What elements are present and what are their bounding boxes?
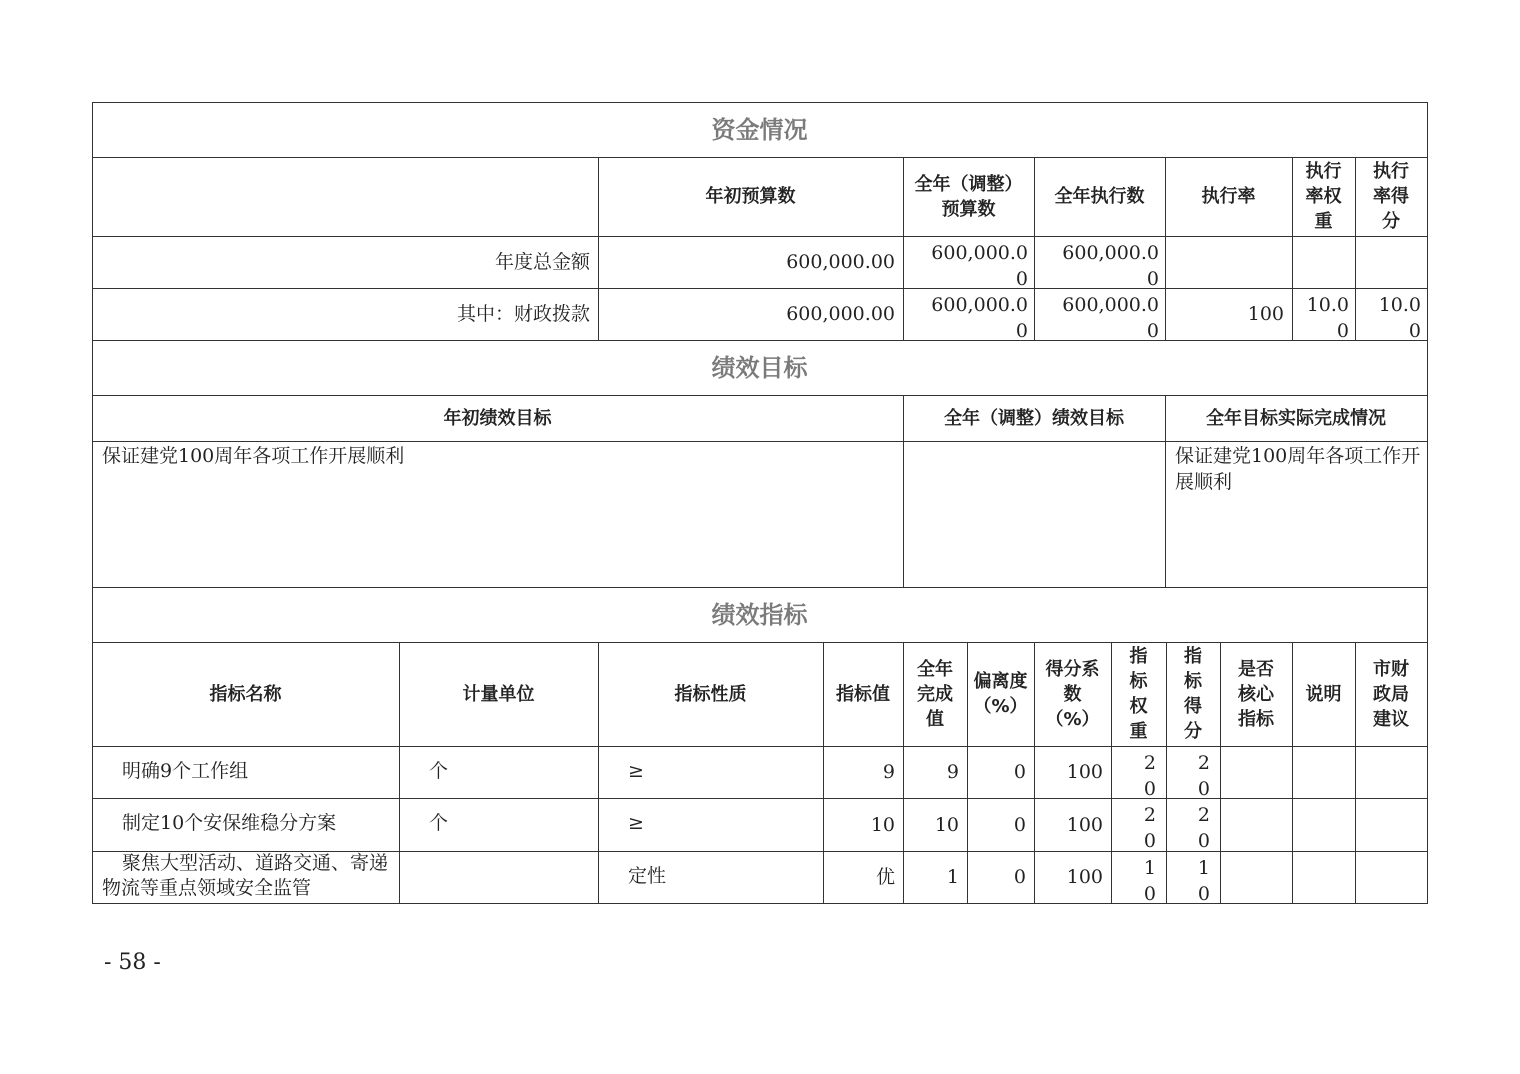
ind-row-score: 20 [1166, 798, 1221, 852]
ind-row-weight: 20 [1111, 746, 1167, 799]
ind-header-weight: 指标权重 [1111, 642, 1167, 747]
funds-header-initial: 年初预算数 [598, 157, 904, 237]
funds-row-rate [1165, 236, 1293, 289]
ind-row-core [1220, 851, 1293, 904]
ind-header-note: 说明 [1292, 642, 1356, 747]
ind-row-value: 10 [823, 798, 904, 852]
ind-row-weight: 10 [1111, 851, 1167, 904]
funds-row-label: 年度总金额 [92, 236, 599, 289]
ind-row-unit: 个 [399, 746, 599, 799]
ind-row-weight: 20 [1111, 798, 1167, 852]
funds-row-weight: 10.00 [1292, 288, 1356, 341]
ind-row-done: 10 [903, 798, 968, 852]
ind-row-name: 聚焦大型活动、道路交通、寄递物流等重点领域安全监管 [92, 851, 400, 904]
ind-row-score: 20 [1166, 746, 1221, 799]
ind-row-core [1220, 746, 1293, 799]
funds-row-initial: 600,000.00 [598, 236, 904, 289]
ind-row-deviation: 0 [967, 746, 1035, 799]
goals-adjusted-text [903, 441, 1166, 588]
ind-row-name: 制定10个安保维稳分方案 [92, 798, 400, 852]
ind-row-nature: ≥ [598, 746, 824, 799]
goals-initial-text: 保证建党100周年各项工作开展顺利 [92, 441, 904, 588]
funds-row-score [1355, 236, 1428, 289]
section-title-funds: 资金情况 [92, 102, 1428, 158]
goals-header-initial: 年初绩效目标 [92, 395, 904, 442]
page-number: - 58 - [104, 950, 161, 975]
section-title-goals: 绩效目标 [92, 340, 1428, 396]
funds-header-adjusted: 全年（调整）预算数 [903, 157, 1035, 237]
ind-row-score: 10 [1166, 851, 1221, 904]
funds-header-rate: 执行率 [1165, 157, 1293, 237]
ind-header-done: 全年完成值 [903, 642, 968, 747]
ind-row-deviation: 0 [967, 798, 1035, 852]
goals-header-actual: 全年目标实际完成情况 [1165, 395, 1428, 442]
ind-row-deviation: 0 [967, 851, 1035, 904]
funds-row-adjusted: 600,000.00 [903, 236, 1035, 289]
ind-row-note [1292, 798, 1356, 852]
ind-header-score: 指标得分 [1166, 642, 1221, 747]
ind-row-value: 9 [823, 746, 904, 799]
ind-header-deviation: 偏离度（%） [967, 642, 1035, 747]
funds-row-initial: 600,000.00 [598, 288, 904, 341]
ind-header-value: 指标值 [823, 642, 904, 747]
ind-row-value: 优 [823, 851, 904, 904]
funds-header-executed: 全年执行数 [1034, 157, 1166, 237]
ind-header-coef: 得分系数（%） [1034, 642, 1112, 747]
goals-header-adjusted: 全年（调整）绩效目标 [903, 395, 1166, 442]
ind-header-nature: 指标性质 [598, 642, 824, 747]
funds-row-score: 10.00 [1355, 288, 1428, 341]
funds-row-executed: 600,000.00 [1034, 236, 1166, 289]
ind-row-nature: 定性 [598, 851, 824, 904]
ind-header-core: 是否核心指标 [1220, 642, 1293, 747]
ind-row-core [1220, 798, 1293, 852]
ind-row-note [1292, 851, 1356, 904]
ind-row-advice [1355, 851, 1428, 904]
funds-row-label: 其中：财政拨款 [92, 288, 599, 341]
ind-row-done: 9 [903, 746, 968, 799]
goals-actual-text: 保证建党100周年各项工作开展顺利 [1165, 441, 1428, 588]
ind-row-advice [1355, 798, 1428, 852]
ind-header-name: 指标名称 [92, 642, 400, 747]
ind-row-coef: 100 [1034, 798, 1112, 852]
ind-row-coef: 100 [1034, 851, 1112, 904]
funds-header-score: 执行率得分 [1355, 157, 1428, 237]
ind-row-coef: 100 [1034, 746, 1112, 799]
funds-header-blank [92, 157, 599, 237]
funds-row-adjusted: 600,000.00 [903, 288, 1035, 341]
ind-row-done: 1 [903, 851, 968, 904]
ind-row-note [1292, 746, 1356, 799]
ind-row-advice [1355, 746, 1428, 799]
ind-header-unit: 计量单位 [399, 642, 599, 747]
funds-header-weight: 执行率权重 [1292, 157, 1356, 237]
section-title-indicators: 绩效指标 [92, 587, 1428, 643]
ind-row-nature: ≥ [598, 798, 824, 852]
funds-row-weight [1292, 236, 1356, 289]
ind-row-name: 明确9个工作组 [92, 746, 400, 799]
ind-header-advice: 市财政局建议 [1355, 642, 1428, 747]
ind-row-unit [399, 851, 599, 904]
funds-row-rate: 100 [1165, 288, 1293, 341]
ind-row-unit: 个 [399, 798, 599, 852]
funds-row-executed: 600,000.00 [1034, 288, 1166, 341]
